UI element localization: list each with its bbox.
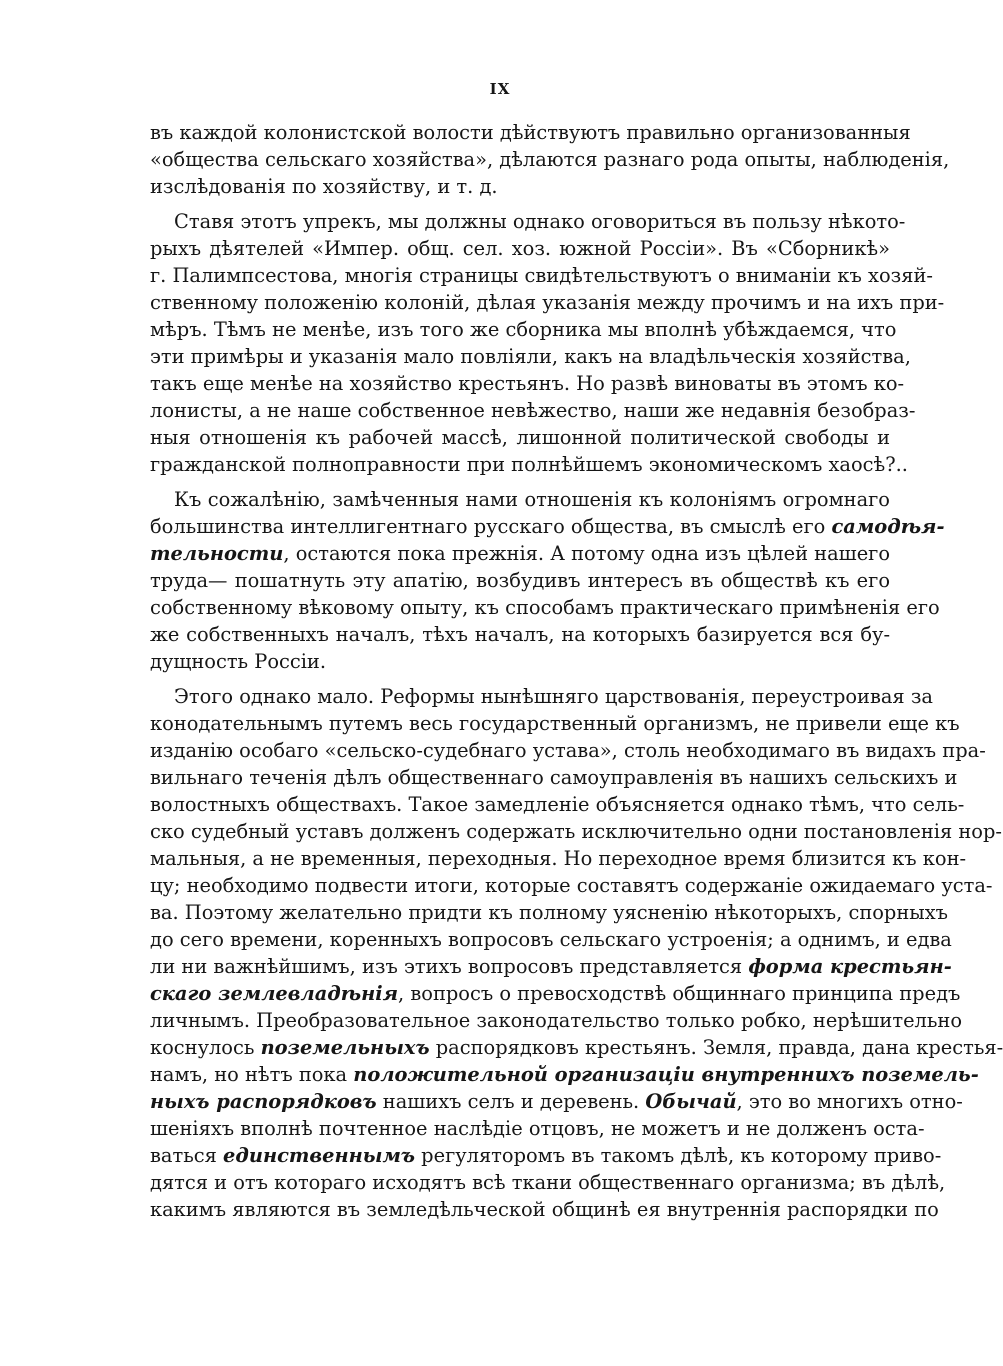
text-line: шеніяхъ вполнѣ почтенное наслѣдіе отцовъ, не можетъ и не долженъ оста- xyxy=(150,1117,925,1140)
text-line: же собственныхъ началъ, тѣхъ началъ, на которыхъ базируется вся бу- xyxy=(150,623,890,646)
text-line: изслѣдованія по хозяйству, и т. д. xyxy=(150,175,498,198)
text-line: волостныхъ обществахъ. Такое замедленіе объясняется однако тѣмъ, что сель- xyxy=(150,793,965,816)
italic-emphasis: единственнымъ xyxy=(223,1144,416,1167)
italic-emphasis: самодѣя- xyxy=(831,515,945,538)
body-text xyxy=(150,119,1003,1223)
text-line: лонисты, а не наше собственное невѣжество, наши же недавнія безобраз- xyxy=(150,399,916,422)
text-line: цу; необходимо подвести итоги, которые составятъ содержаніе ожидаемаго уста- xyxy=(150,874,993,897)
text-line: мѣръ. Тѣмъ не менѣе, изъ того же сборника мы вполнѣ убѣждаемся, что xyxy=(150,318,897,341)
text-line: ско судебный уставъ долженъ содержать исключительно одни постановленія нор- xyxy=(150,820,1002,843)
text-line: коснулось поземельныхъ распорядковъ крестьянъ. Земля, правда, дана крестья- xyxy=(150,1036,1003,1059)
text-line: рыхъ дѣятелей «Импер. общ. сел. хоз. южной Россіи». Въ «Сборникѣ» xyxy=(150,237,890,260)
text-line: труда— пошатнуть эту апатію, возбудивъ интересъ въ обществѣ къ его xyxy=(150,569,890,592)
text-line: дятся и отъ котораго исходятъ всѣ ткани общественнаго организма; въ дѣлѣ, xyxy=(150,1171,946,1194)
text-line: большинства интеллигентнаго русскаго общества, въ смыслѣ его самодѣя- xyxy=(150,515,945,538)
italic-emphasis: тельности xyxy=(150,542,284,565)
text-line: ли ни важнѣйшимъ, изъ этихъ вопросовъ представляется форма крестьян- xyxy=(150,955,952,978)
page-number: IX xyxy=(489,80,511,98)
text-line: г. Палимпсестова, многія страницы свидѣтельствуютъ о вниманіи къ хозяй- xyxy=(150,264,933,287)
text-line: изданію особаго «сельско-судебнаго устава», столь необходимаго въ видахъ пра- xyxy=(150,739,986,762)
italic-emphasis: поземельныхъ xyxy=(260,1036,430,1059)
paragraph-gap xyxy=(150,675,890,683)
italic-emphasis: положительной организаціи внутреннихъ поземель- xyxy=(353,1063,979,1086)
text-line: ва. Поэтому желательно придти къ полному уясненію нѣкоторыхъ, спорныхъ xyxy=(150,901,948,924)
text-line: «общества сельскаго хозяйства», дѣлаются разнаго рода опыты, наблюденія, xyxy=(150,148,950,171)
italic-emphasis: Обычай xyxy=(645,1090,737,1113)
text-line: ваться единственнымъ регуляторомъ въ такомъ дѣлѣ, къ которому приво- xyxy=(150,1144,942,1167)
text-line: ныхъ распорядковъ нашихъ селъ и деревень. Обычай, это во многихъ отно- xyxy=(150,1090,963,1113)
text-line: ственному положенію колоній, дѣлая указанія между прочимъ и на ихъ при- xyxy=(150,291,945,314)
text-line: такъ еще менѣе на хозяйство крестьянъ. Но развѣ виноваты въ этомъ ко- xyxy=(150,372,905,395)
text-line: конодательнымъ путемъ весь государственный организмъ, не привели еще къ xyxy=(150,712,960,735)
text-line: дущность Россіи. xyxy=(150,650,327,673)
text-line: скаго землевладѣнія, вопросъ о превосходствѣ общиннаго принципа предъ xyxy=(150,982,961,1005)
italic-emphasis: форма крестьян- xyxy=(748,955,952,978)
italic-emphasis: ныхъ распорядковъ xyxy=(150,1090,377,1113)
text-line: въ каждой колонистской волости дѣйствуютъ правильно организованныя xyxy=(150,121,911,144)
text-line: ныя отношенія къ рабочей массѣ, лишонной политической свободы и xyxy=(150,426,890,449)
text-line: личнымъ. Преобразовательное законодательство только робко, нерѣшительно xyxy=(150,1009,963,1032)
text-line: мальныя, а не временныя, переходныя. Но переходное время близится къ кон- xyxy=(150,847,967,870)
text-line: тельности, остаются пока прежнія. А потому одна изъ цѣлей нашего xyxy=(150,542,890,565)
text-line: какимъ являются въ земледѣльческой общинѣ ея внутреннія распорядки по xyxy=(150,1198,939,1221)
text-line: Къ сожалѣнію, замѣченныя нами отношенія къ колоніямъ огромнаго xyxy=(174,488,890,511)
text-line: вильнаго теченія дѣлъ общественнаго самоуправленія въ нашихъ сельскихъ и xyxy=(150,766,958,789)
text-line: гражданской полноправности при полнѣйшемъ экономическомъ хаосѣ?.. xyxy=(150,453,908,476)
text-line: эти примѣры и указанія мало повліяли, какъ на владѣльческія хозяйства, xyxy=(150,345,911,368)
text-line: до сего времени, коренныхъ вопросовъ сельскаго устроенія; а однимъ, и едва xyxy=(150,928,952,951)
text-line: Ставя этотъ упрекъ, мы должны однако оговориться въ пользу нѣкото- xyxy=(174,210,906,233)
italic-emphasis: скаго землевладѣнія xyxy=(150,982,399,1005)
paragraph-gap xyxy=(150,478,890,486)
text-line: намъ, но нѣтъ пока положительной организаціи внутреннихъ поземель- xyxy=(150,1063,979,1086)
text-line: собственному вѣковому опыту, къ способамъ практическаго примѣненія его xyxy=(150,596,940,619)
paragraph-gap xyxy=(150,200,890,208)
text-line: Этого однако мало. Реформы нынѣшняго царствованія, переустроивая за xyxy=(174,685,933,708)
